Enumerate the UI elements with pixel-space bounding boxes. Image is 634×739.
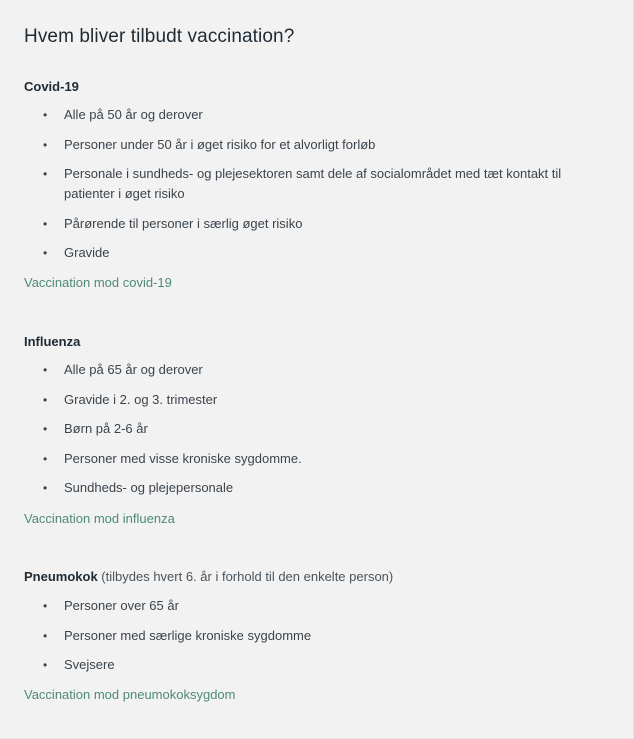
list-item: [24, 655, 614, 675]
bullet-icon: •: [43, 167, 48, 181]
bullet-icon: •: [43, 451, 48, 466]
list-item: [24, 105, 614, 125]
list-item: [24, 214, 614, 234]
list-item: [24, 596, 614, 616]
section-note: (tilbydes hvert 6. år i forhold til den enkelte person): [97, 569, 394, 584]
list-item-text: Personer over 65 år: [64, 598, 179, 613]
list-item-text: Personer med særlige kroniske sygdomme: [64, 627, 312, 643]
influenza-vaccination-link[interactable]: Vaccination mod influenza: [24, 511, 175, 526]
list-item: [24, 449, 614, 469]
list-item-text: Personale i sundheds- og plejesektoren samt dele af socialområdet med tæt kontakt til patienter i øget risiko: [64, 166, 562, 201]
section-name: Covid-19: [24, 79, 79, 94]
bullet-icon: •: [43, 422, 48, 436]
list-item-text: Pårørende til personer i særlig øget risiko: [64, 215, 303, 231]
list-item: [24, 243, 614, 263]
bullet-icon: •: [43, 628, 48, 643]
list-item-text: Alle på 65 år og derover: [64, 362, 203, 377]
bullet-icon: •: [43, 392, 48, 407]
bullet-icon: •: [43, 216, 48, 231]
page-title: Hvem bliver tilbudt vaccination?: [24, 26, 295, 47]
pneumokok-vaccination-link[interactable]: Vaccination mod pneumokoksygdom: [24, 687, 236, 702]
list-item: [24, 164, 614, 204]
section-heading-influenza: [24, 334, 80, 349]
bullet-icon: •: [43, 363, 48, 377]
bullet-icon: •: [43, 481, 48, 495]
list-item-text: Svejsere: [64, 657, 115, 672]
list-item-text: Børn på 2-6 år: [64, 421, 148, 436]
list-item-text: Sundheds- og plejepersonale: [64, 480, 234, 495]
list-item-text: Alle på 50 år og derover: [64, 107, 203, 122]
bullet-icon: •: [43, 108, 48, 122]
section-heading-covid: [24, 79, 79, 94]
influenza-eligibility-list: [24, 360, 614, 508]
list-item: [24, 626, 614, 646]
list-item-text: Gravide i 2. og 3. trimester: [64, 391, 218, 407]
list-item: [24, 135, 614, 155]
list-item-text: Gravide: [64, 245, 110, 260]
list-item: [24, 360, 614, 380]
section-heading-pneumokok: [24, 569, 393, 584]
section-name: Influenza: [24, 334, 81, 349]
list-item-text: Personer under 50 år i øget risiko for et alvorligt forløb: [64, 136, 376, 152]
list-item: [24, 478, 614, 498]
list-item: [24, 390, 614, 410]
list-item: [24, 419, 614, 439]
bullet-icon: •: [43, 137, 48, 152]
bullet-icon: •: [43, 599, 48, 613]
covid-vaccination-link[interactable]: Vaccination mod covid-19: [24, 275, 172, 290]
pneumokok-eligibility-list: [24, 596, 614, 685]
bullet-icon: •: [43, 658, 48, 672]
section-name: Pneumokok: [24, 569, 98, 584]
covid-eligibility-list: [24, 105, 614, 273]
bullet-icon: •: [43, 246, 48, 260]
list-item-text: Personer med visse kroniske sygdomme.: [64, 450, 302, 466]
